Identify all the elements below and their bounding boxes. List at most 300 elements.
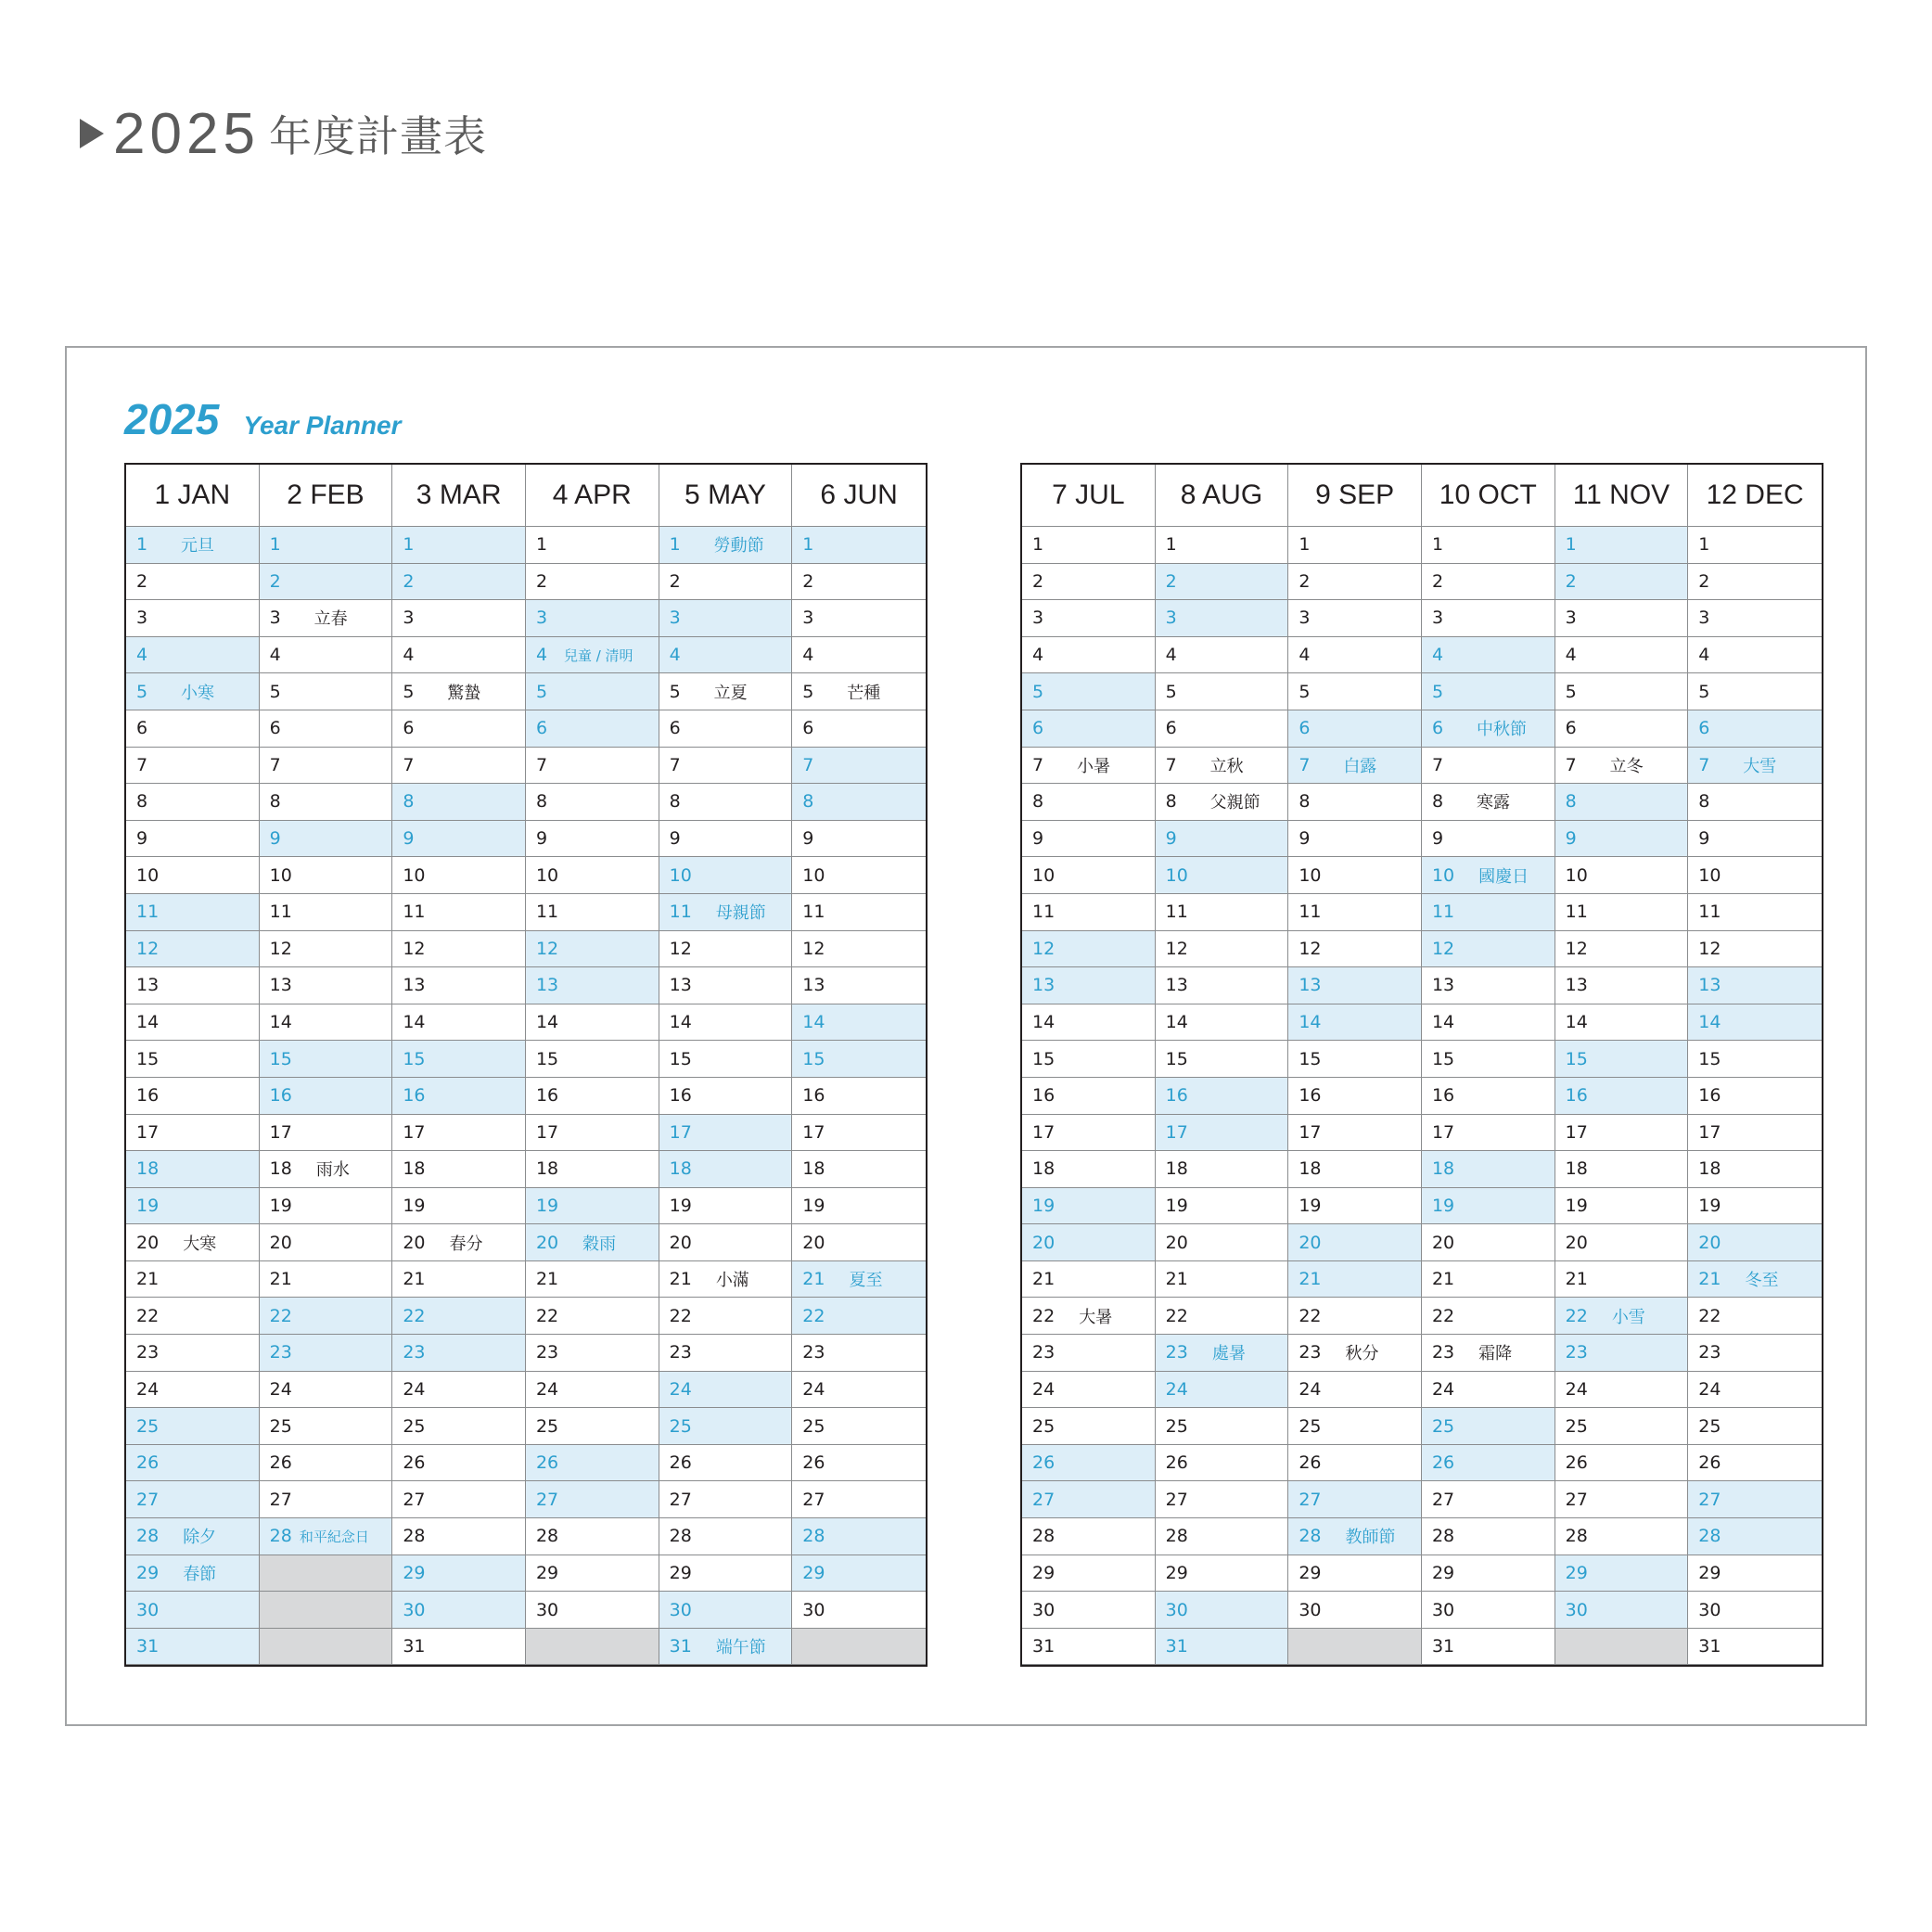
day-cell (392, 1224, 526, 1261)
day-number: 21 (535, 1269, 559, 1290)
day-number: 5 (136, 681, 148, 702)
month-header: 7 JUL (1022, 465, 1156, 527)
day-number: 20 (1032, 1232, 1056, 1253)
day-number: 22 (269, 1305, 292, 1326)
day-cell (126, 748, 260, 785)
day-number: 18 (1165, 1158, 1188, 1180)
day-number: 7 (136, 754, 148, 775)
day-number: 19 (1431, 1195, 1455, 1216)
day-cell (1156, 1592, 1289, 1629)
day-cell (526, 637, 659, 674)
day-number: 6 (136, 718, 148, 739)
day-cell (1288, 1298, 1422, 1335)
day-cell (1288, 1445, 1422, 1482)
day-number: 24 (1431, 1378, 1455, 1400)
day-number: 23 (1165, 1342, 1188, 1363)
day-number: 27 (403, 1489, 426, 1510)
day-cell (1422, 1261, 1555, 1299)
day-cell (1022, 1555, 1156, 1593)
day-cell (1288, 1041, 1422, 1078)
day-cell (1688, 1078, 1822, 1115)
day-cell (1288, 967, 1422, 1004)
day-cell (392, 821, 526, 858)
day-cell (1022, 1335, 1156, 1372)
day-cell (1022, 967, 1156, 1004)
day-cell (126, 931, 260, 968)
day-cell (526, 1518, 659, 1555)
day-number: 12 (1165, 938, 1188, 959)
day-note: 勞動節 (713, 536, 764, 557)
day-cell (1422, 1408, 1555, 1445)
day-number: 30 (802, 1599, 825, 1620)
day-cell (126, 1188, 260, 1225)
day-note: 立春 (313, 609, 348, 630)
day-cell (392, 967, 526, 1004)
day-cell (1422, 673, 1555, 710)
day-cell (1555, 710, 1689, 748)
empty-day-cell (260, 1555, 393, 1593)
day-number: 13 (669, 975, 692, 996)
day-cell (792, 1188, 926, 1225)
day-number: 18 (1698, 1158, 1721, 1180)
day-number: 29 (403, 1562, 426, 1583)
day-number: 9 (1698, 828, 1710, 850)
planner-heading (124, 394, 402, 444)
day-cell (1022, 527, 1156, 564)
day-cell (1555, 1261, 1689, 1299)
day-cell (1022, 600, 1156, 637)
day-cell (260, 600, 393, 637)
day-cell (1156, 1188, 1289, 1225)
day-cell (1288, 527, 1422, 564)
day-number: 3 (1698, 608, 1710, 629)
day-number: 8 (535, 791, 548, 812)
day-cell (659, 931, 793, 968)
day-cell (260, 748, 393, 785)
day-number: 5 (1431, 681, 1444, 702)
day-cell (792, 748, 926, 785)
day-number: 7 (1698, 754, 1710, 775)
day-cell (1156, 1115, 1289, 1152)
day-number: 27 (802, 1489, 825, 1510)
day-number: 17 (802, 1121, 825, 1143)
day-cell (1288, 1261, 1422, 1299)
day-number: 30 (1299, 1599, 1322, 1620)
day-number: 29 (1165, 1562, 1188, 1583)
day-number: 25 (802, 1415, 825, 1437)
day-number: 2 (669, 570, 681, 592)
day-number: 21 (403, 1269, 426, 1290)
day-number: 19 (1299, 1195, 1322, 1216)
day-number: 1 (1299, 534, 1311, 556)
day-cell (1555, 857, 1689, 894)
day-number: 30 (136, 1599, 160, 1620)
day-cell (526, 1041, 659, 1078)
day-note: 國慶日 (1478, 866, 1529, 887)
day-cell (659, 1372, 793, 1409)
day-number: 28 (1431, 1526, 1455, 1547)
day-number: 23 (802, 1342, 825, 1363)
day-number: 30 (1032, 1599, 1056, 1620)
day-cell (1555, 1115, 1689, 1152)
day-number: 28 (669, 1526, 692, 1547)
day-number: 12 (1698, 938, 1721, 959)
day-number: 29 (802, 1562, 825, 1583)
day-cell (260, 1298, 393, 1335)
day-number: 3 (403, 608, 415, 629)
day-cell (260, 1445, 393, 1482)
day-number: 19 (136, 1195, 160, 1216)
day-number: 29 (1698, 1562, 1721, 1583)
day-cell (1688, 1481, 1822, 1518)
day-number: 20 (1698, 1232, 1721, 1253)
day-cell (392, 1372, 526, 1409)
day-cell (260, 1261, 393, 1299)
page-title-year: 2025 (113, 101, 260, 166)
day-cell (260, 1188, 393, 1225)
day-cell (1156, 1298, 1289, 1335)
day-cell (392, 1041, 526, 1078)
day-number: 25 (1565, 1415, 1588, 1437)
day-cell (526, 748, 659, 785)
day-cell (526, 1408, 659, 1445)
day-number: 22 (1565, 1305, 1588, 1326)
day-note: 穀雨 (582, 1234, 617, 1254)
day-note: 母親節 (715, 903, 766, 924)
day-number: 6 (1032, 718, 1044, 739)
day-cell (1555, 821, 1689, 858)
month-header: 11 NOV (1555, 465, 1689, 527)
day-cell (126, 1372, 260, 1409)
day-cell (792, 1004, 926, 1042)
day-cell (1022, 710, 1156, 748)
day-number: 7 (1565, 754, 1577, 775)
day-number: 3 (1165, 608, 1177, 629)
day-cell (1156, 710, 1289, 748)
day-cell (792, 1298, 926, 1335)
day-number: 19 (1165, 1195, 1188, 1216)
day-number: 4 (802, 645, 814, 666)
day-number: 8 (403, 791, 415, 812)
day-note: 元旦 (181, 536, 214, 557)
day-cell (260, 1372, 393, 1409)
day-cell (126, 600, 260, 637)
day-number: 9 (535, 828, 548, 850)
day-cell (792, 1372, 926, 1409)
day-number: 23 (1565, 1342, 1588, 1363)
day-number: 7 (1299, 754, 1311, 775)
day-number: 14 (1698, 1012, 1721, 1033)
day-number: 26 (1698, 1452, 1721, 1474)
day-number: 26 (136, 1452, 160, 1474)
day-cell (392, 1151, 526, 1188)
day-number: 12 (1431, 938, 1455, 959)
day-cell (659, 564, 793, 601)
day-cell (1422, 931, 1555, 968)
day-number: 5 (1299, 681, 1311, 702)
day-cell (260, 1518, 393, 1555)
day-cell (1688, 1261, 1822, 1299)
day-number: 27 (1698, 1489, 1721, 1510)
day-number: 1 (269, 534, 281, 556)
day-number: 24 (1032, 1378, 1056, 1400)
planner-grid-jan-jun (124, 463, 928, 1667)
day-cell (392, 1481, 526, 1518)
day-cell (1156, 673, 1289, 710)
month-header: 3 MAR (392, 465, 526, 527)
day-number: 16 (1431, 1085, 1455, 1107)
day-cell (1156, 1518, 1289, 1555)
day-number: 21 (1431, 1269, 1455, 1290)
day-number: 15 (535, 1048, 559, 1069)
day-number: 20 (535, 1232, 559, 1253)
day-number: 25 (1698, 1415, 1721, 1437)
day-number: 24 (136, 1378, 160, 1400)
day-number: 14 (1565, 1012, 1588, 1033)
day-cell (659, 1629, 793, 1666)
day-number: 5 (403, 681, 415, 702)
day-number: 31 (1165, 1636, 1188, 1657)
day-cell (792, 1041, 926, 1078)
day-cell (1422, 564, 1555, 601)
day-number: 11 (269, 902, 292, 923)
day-number: 21 (136, 1269, 160, 1290)
empty-day-cell (1288, 1629, 1422, 1666)
day-cell (1288, 821, 1422, 858)
day-cell (392, 1629, 526, 1666)
day-cell (659, 1555, 793, 1593)
day-cell (792, 710, 926, 748)
day-cell (1156, 931, 1289, 968)
day-cell (1156, 527, 1289, 564)
day-note: 芒種 (847, 683, 881, 703)
day-cell (1422, 1224, 1555, 1261)
day-number: 4 (269, 645, 281, 666)
day-number: 23 (1032, 1342, 1056, 1363)
day-cell (392, 1445, 526, 1482)
day-cell (260, 857, 393, 894)
day-number: 20 (1165, 1232, 1188, 1253)
day-number: 24 (269, 1378, 292, 1400)
day-cell (526, 931, 659, 968)
day-number: 10 (669, 864, 692, 886)
day-number: 3 (535, 608, 548, 629)
day-cell (126, 564, 260, 601)
day-number: 31 (403, 1636, 426, 1657)
day-number: 18 (802, 1158, 825, 1180)
day-cell (126, 821, 260, 858)
day-cell (1422, 710, 1555, 748)
day-cell (126, 1151, 260, 1188)
day-cell (260, 1481, 393, 1518)
day-number: 1 (802, 534, 814, 556)
day-cell (1555, 748, 1689, 785)
day-number: 9 (802, 828, 814, 850)
day-number: 21 (269, 1269, 292, 1290)
day-number: 3 (1565, 608, 1577, 629)
day-cell (392, 1078, 526, 1115)
day-cell (1422, 1004, 1555, 1042)
day-number: 11 (802, 902, 825, 923)
day-number: 24 (403, 1378, 426, 1400)
day-cell (792, 967, 926, 1004)
day-cell (792, 564, 926, 601)
day-note: 教師節 (1345, 1528, 1396, 1548)
day-number: 17 (535, 1121, 559, 1143)
day-cell (659, 673, 793, 710)
day-cell (1688, 857, 1822, 894)
day-cell (1422, 894, 1555, 931)
day-number: 29 (1299, 1562, 1322, 1583)
day-number: 9 (403, 828, 415, 850)
day-number: 28 (403, 1526, 426, 1547)
day-number: 28 (535, 1526, 559, 1547)
day-number: 30 (669, 1599, 692, 1620)
day-cell (392, 1555, 526, 1593)
day-cell (1156, 1041, 1289, 1078)
day-number: 15 (1565, 1048, 1588, 1069)
day-number: 24 (1565, 1378, 1588, 1400)
day-number: 12 (1565, 938, 1588, 959)
day-number: 6 (1698, 718, 1710, 739)
day-cell (1422, 1555, 1555, 1593)
day-number: 18 (1565, 1158, 1588, 1180)
day-number: 23 (403, 1342, 426, 1363)
day-number: 20 (136, 1232, 160, 1253)
day-cell (659, 1518, 793, 1555)
day-cell (1022, 1115, 1156, 1152)
day-number: 17 (669, 1121, 692, 1143)
year-planner (65, 346, 1867, 1726)
day-cell (1555, 1518, 1689, 1555)
day-cell (659, 1408, 793, 1445)
day-cell (126, 1592, 260, 1629)
day-cell (1288, 1078, 1422, 1115)
day-cell (1156, 1151, 1289, 1188)
day-cell (1288, 1555, 1422, 1593)
month-header: 4 APR (526, 465, 659, 527)
day-number: 15 (269, 1048, 292, 1069)
day-cell (1688, 1224, 1822, 1261)
day-cell (126, 784, 260, 821)
day-number: 1 (1698, 534, 1710, 556)
day-cell (1156, 1372, 1289, 1409)
day-number: 8 (1431, 791, 1444, 812)
day-number: 27 (1032, 1489, 1056, 1510)
day-number: 30 (1165, 1599, 1188, 1620)
day-number: 1 (1165, 534, 1177, 556)
day-number: 17 (403, 1121, 426, 1143)
day-number: 13 (1299, 975, 1322, 996)
day-number: 21 (1032, 1269, 1056, 1290)
day-cell (659, 857, 793, 894)
day-number: 12 (136, 938, 160, 959)
day-cell (659, 1261, 793, 1299)
day-number: 24 (1299, 1378, 1322, 1400)
day-number: 4 (136, 645, 148, 666)
day-cell (792, 1078, 926, 1115)
day-cell (126, 1041, 260, 1078)
day-number: 26 (269, 1452, 292, 1474)
day-cell (1555, 673, 1689, 710)
day-cell (526, 1445, 659, 1482)
day-cell (1156, 1261, 1289, 1299)
day-cell (392, 637, 526, 674)
day-number: 26 (1032, 1452, 1056, 1474)
day-number: 26 (1299, 1452, 1322, 1474)
day-number: 23 (1431, 1342, 1455, 1363)
day-number: 28 (269, 1526, 292, 1547)
day-cell (792, 1445, 926, 1482)
day-cell (260, 1335, 393, 1372)
day-number: 10 (1032, 864, 1056, 886)
day-number: 5 (802, 681, 814, 702)
day-number: 25 (1032, 1415, 1056, 1437)
day-cell (260, 1151, 393, 1188)
day-cell (1288, 1004, 1422, 1042)
day-cell (792, 1335, 926, 1372)
day-cell (1688, 1041, 1822, 1078)
day-number: 27 (1565, 1489, 1588, 1510)
day-number: 8 (136, 791, 148, 812)
day-number: 17 (1165, 1121, 1188, 1143)
day-cell (792, 1151, 926, 1188)
day-number: 27 (1431, 1489, 1455, 1510)
day-number: 14 (802, 1012, 825, 1033)
day-number: 5 (669, 681, 681, 702)
day-number: 22 (802, 1305, 825, 1326)
day-number: 17 (1565, 1121, 1588, 1143)
day-number: 29 (1032, 1562, 1056, 1583)
day-number: 27 (669, 1489, 692, 1510)
day-cell (1555, 564, 1689, 601)
day-number: 2 (1698, 570, 1710, 592)
day-number: 10 (1165, 864, 1188, 886)
day-cell (1022, 1004, 1156, 1042)
day-number: 9 (269, 828, 281, 850)
day-cell (1422, 967, 1555, 1004)
day-cell (1022, 1518, 1156, 1555)
day-number: 3 (1032, 608, 1044, 629)
day-cell (1688, 1592, 1822, 1629)
day-cell (392, 1335, 526, 1372)
day-number: 26 (802, 1452, 825, 1474)
day-cell (1288, 1335, 1422, 1372)
day-cell (260, 1004, 393, 1042)
day-cell (1422, 1592, 1555, 1629)
day-number: 14 (403, 1012, 426, 1033)
day-cell (1555, 1335, 1689, 1372)
day-cell (1156, 748, 1289, 785)
day-cell (1022, 784, 1156, 821)
day-cell (1422, 1151, 1555, 1188)
day-cell (260, 1041, 393, 1078)
empty-day-cell (1555, 1629, 1689, 1666)
day-number: 15 (1299, 1048, 1322, 1069)
page-title (80, 98, 487, 169)
day-note: 和平紀念日 (299, 1528, 369, 1545)
day-number: 28 (1165, 1526, 1188, 1547)
day-cell (1156, 1335, 1289, 1372)
empty-day-cell (260, 1629, 393, 1666)
day-number: 16 (669, 1085, 692, 1107)
day-number: 24 (669, 1378, 692, 1400)
day-cell (1422, 748, 1555, 785)
day-number: 4 (1565, 645, 1577, 666)
day-cell (392, 527, 526, 564)
day-cell (260, 527, 393, 564)
day-cell (1288, 1518, 1422, 1555)
